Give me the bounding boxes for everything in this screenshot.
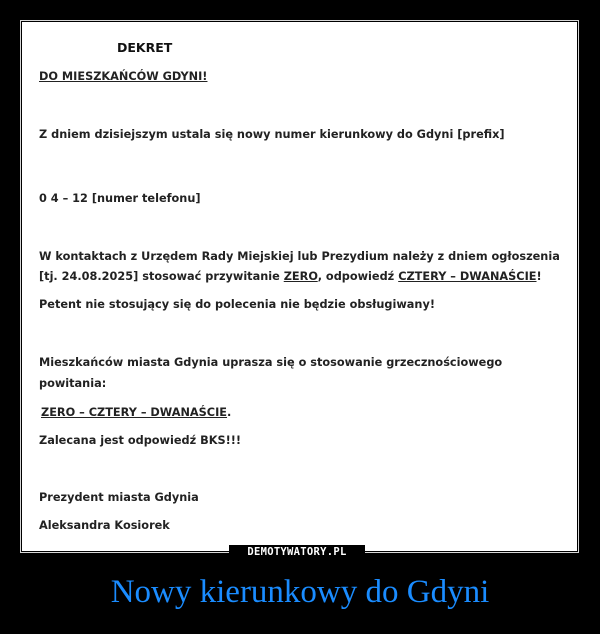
signature-title: Prezydent miasta Gdynia <box>39 491 199 504</box>
poster-caption: Nowy kierunkowy do Gdyni <box>110 574 490 610</box>
decree-paragraph-contacts-line2 <box>39 270 542 284</box>
decree-greeting <box>41 406 231 420</box>
signature-name: Aleksandra Kosiorek <box>39 519 170 532</box>
decree-recommended-reply: Zalecana jest odpowiedź BKS!!! <box>39 434 242 447</box>
site-watermark: DEMOTYWATORY.PL <box>229 545 365 559</box>
decree-addressee: DO MIESZKAŃCÓW GDYNI! <box>39 70 208 83</box>
greeting-period: . <box>227 406 232 419</box>
decree-warning: Petent nie stosujący się do polecenia nie będzie obsługiwany! <box>39 298 435 311</box>
decree-heading: DEKRET <box>117 40 173 55</box>
decree-paragraph-greeting-line1: Mieszkańców miasta Gdynia uprasza się o stosowanie grzecznościowego <box>39 356 503 369</box>
decree-number-format: 0 4 – 12 [numer telefonu] <box>39 192 201 205</box>
decree-paragraph-greeting-line2: powitania: <box>39 377 107 390</box>
contacts-reply-text: , odpowiedź <box>317 270 399 283</box>
decree-paragraph-contacts-line1: W kontaktach z Urzędem Rady Miejskiej lub Prezydium należy z dniem ogłoszenia <box>39 250 560 263</box>
contacts-date-text: [tj. 24.08.2025] stosować przywitanie <box>39 270 284 283</box>
decree-document <box>22 22 577 551</box>
greeting-zero: ZERO <box>283 270 318 283</box>
greeting-text: ZERO – CZTERY – DWANAŚCIE <box>41 406 228 419</box>
contacts-exclamation: ! <box>536 270 542 283</box>
decree-paragraph-prefix: Z dniem dzisiejszym ustala się nowy numer kierunkowy do Gdyni [prefix] <box>39 128 505 141</box>
reply-cztery-dwanascie: CZTERY – DWANAŚCIE <box>398 270 537 283</box>
